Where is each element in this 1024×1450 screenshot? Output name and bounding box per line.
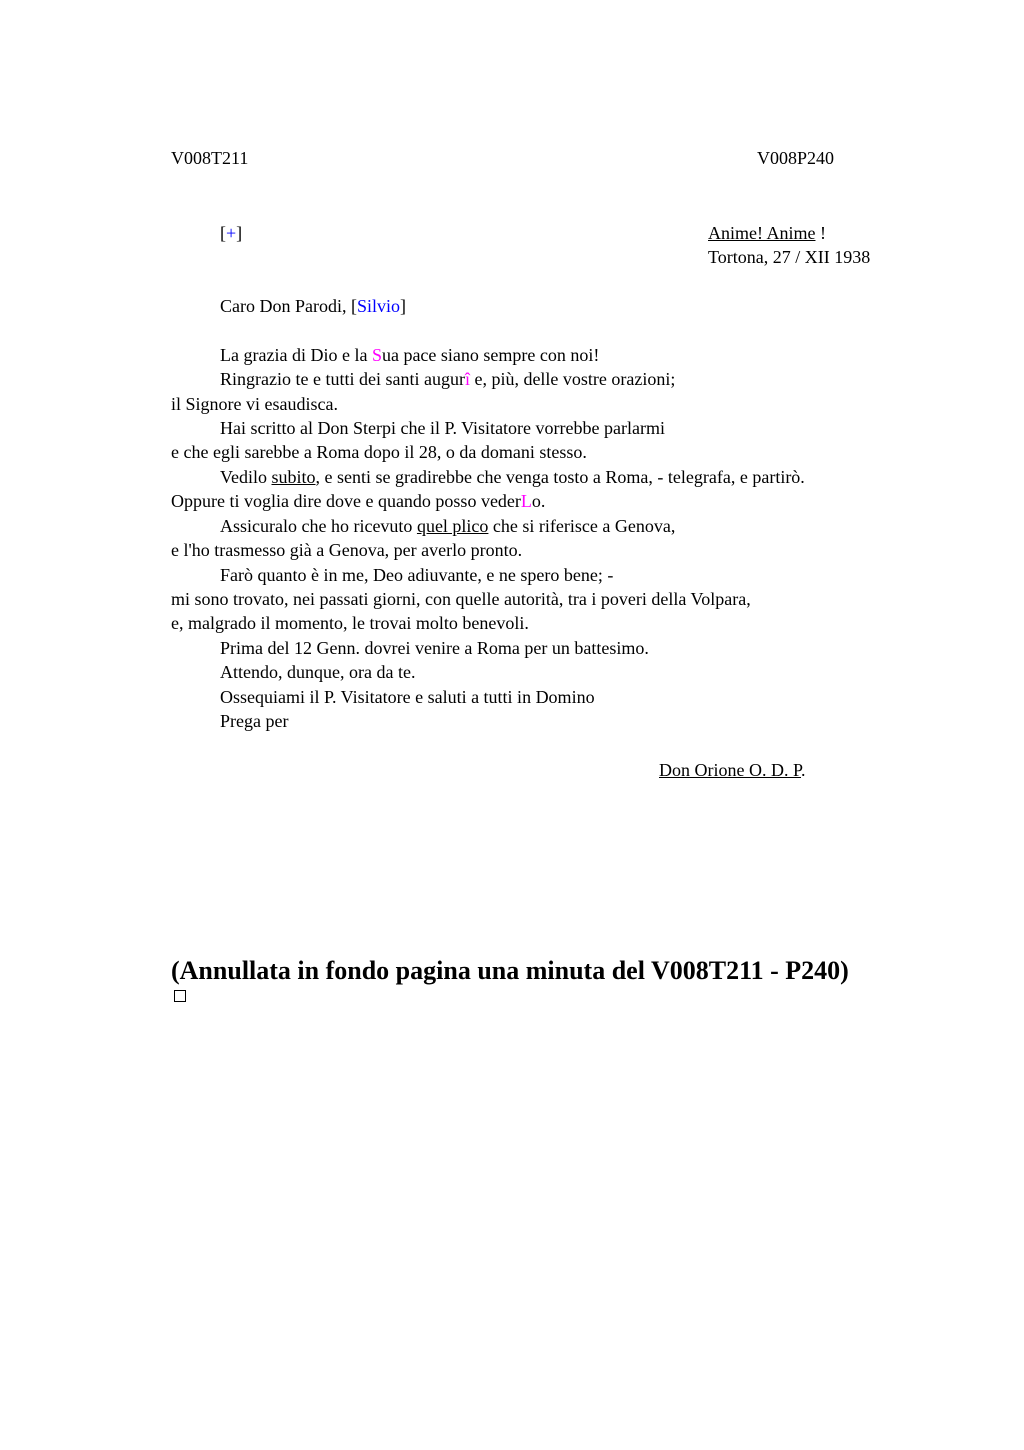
letter-line: Farò quanto è in me, Deo adiuvante, e ne spero bene; - [220,565,614,585]
footer-note: (Annullata in fondo pagina una minuta del V008T211 - P240) [171,956,849,985]
line-text: ua pace siano sempre con noi! [381,345,600,365]
letter-line: e, malgrado il momento, le trovai molto benevoli. [171,613,529,633]
letter-line: e che egli sarebbe a Roma dopo il 28, o da domani stesso. [171,442,587,462]
bracket: ] [236,223,243,243]
signature-tail: . [801,760,806,780]
line-text: o. [531,491,546,511]
letter-line: e l'ho trasmesso già a Genova, per averlo pronto. [171,540,523,560]
letter-line: il Signore vi esaudisca. [171,394,338,414]
line-text: che si riferisce a Genova, [488,516,676,536]
signature [659,759,806,781]
highlight-letter: î [464,369,470,389]
line-text: Assicuralo che ho ricevuto [220,516,417,536]
letter-line [220,515,675,537]
letter-line [220,466,805,488]
cross-mark [220,222,242,244]
line-text: e, più, delle vostre orazioni; [469,369,676,389]
highlight-letter: L [520,491,532,511]
line-text: , e senti se gradirebbe che venga tosto a Roma, - telegrafa, e partirò. [315,467,805,487]
line-text: Oppure ti voglia dire dove e quando posso veder [171,491,521,511]
salutation-text: Caro Don Parodi, [220,296,351,316]
bracket: ] [400,296,406,316]
letter-line: mi sono trovato, nei passati giorni, con quelle autorità, tra i poveri della Volpara, [171,589,751,609]
underlined-word: quel plico [416,516,489,536]
header-right-code: V008P240 [757,148,835,168]
empty-box-icon [174,990,186,1002]
bracket: [ [220,223,226,243]
line-text: Vedilo [220,467,272,487]
bracket: [ [350,296,357,316]
letter-line: Prima del 12 Genn. dovrei venire a Roma per un battesimo. [220,638,649,658]
underlined-word: subito [271,467,316,487]
letter-line: Prega per [220,711,289,731]
letter-line [171,490,545,512]
letter-line: Attendo, dunque, ora da te. [220,662,416,682]
letter-line [220,344,599,366]
salutation-name: Silvio [356,296,400,316]
letter-line [220,368,675,390]
letter-line: Ossequiami il P. Visitatore e saluti a tutti in Domino [220,687,595,707]
line-text: Ringrazio te e tutti dei santi augur [220,369,465,389]
letter-line: Hai scritto al Don Sterpi che il P. Visitatore vorrebbe parlarmi [220,418,665,438]
motto-text: Anime! Anime [708,223,816,243]
cross-symbol: + [226,223,237,243]
line-text: La grazia di Dio e la [220,345,372,365]
signature-name: Don Orione O. D. P [659,760,801,780]
motto-tail: ! [815,223,826,243]
header-left-code: V008T211 [171,148,249,168]
highlight-letter: S [371,345,382,365]
place-date: Tortona, 27 / XII 1938 [708,247,871,267]
motto [708,222,826,244]
salutation [220,295,406,317]
